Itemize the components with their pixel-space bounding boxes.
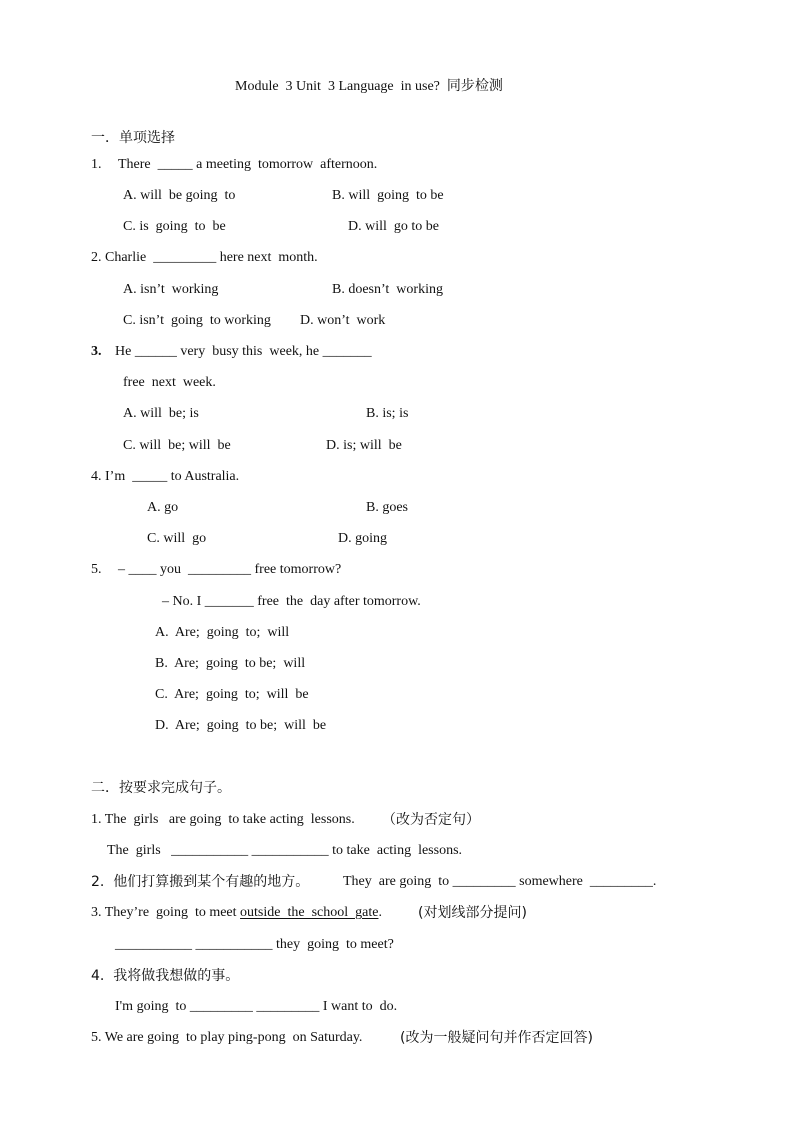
- q4-stem: 4. I’m _____ to Australia.: [91, 469, 240, 484]
- q5-option-c: C. Are; going to; will be: [155, 687, 309, 702]
- section-1-heading: 一．单项选择: [91, 130, 175, 146]
- q5-option-b: B. Are; going to be; will: [155, 656, 306, 671]
- s3-text-before: 3. They’re going to meet: [91, 905, 241, 920]
- q3-stem: He ______ very busy this week, he _______: [115, 344, 372, 359]
- q5-option-d: D. Are; going to be; will be: [155, 718, 327, 733]
- q5-option-a: A. Are; going to; will: [155, 625, 290, 640]
- q4-option-b: B. goes: [366, 500, 408, 515]
- s4-sentence: 4. 我将做我想做的事。: [91, 968, 240, 984]
- s1-answer: The girls ___________ ___________ to take acting lessons.: [107, 843, 463, 858]
- q3-option-a: A. will be; is: [123, 406, 199, 421]
- section-2-heading: 二．按要求完成句子。: [91, 780, 231, 796]
- q1-option-c: C. is going to be: [123, 219, 226, 234]
- s3-underlined-phrase: outside the school gate: [240, 905, 379, 920]
- q3-stem-continued: free next week.: [123, 375, 216, 390]
- s2-answer: They are going to _________ somewhere _________.: [343, 874, 657, 889]
- q2-option-c: C. isn’t going to working: [123, 313, 271, 328]
- s5-instruction: (改为一般疑问句并作否定回答): [400, 1030, 593, 1046]
- q5-stem-reply: – No. I _______ free the day after tomorrow.: [162, 594, 421, 609]
- s3-answer: ___________ ___________ they going to meet?: [115, 937, 394, 952]
- s3-sentence: [91, 904, 382, 922]
- q2-stem: 2. Charlie _________ here next month.: [91, 250, 318, 265]
- q2-option-b: B. doesn’t working: [332, 282, 443, 297]
- q3-option-c: C. will be; will be: [123, 438, 231, 453]
- s1-instruction: （改为否定句）: [382, 812, 480, 828]
- q3-option-b: B. is; is: [366, 406, 409, 421]
- s3-text-after: .: [378, 905, 382, 920]
- q4-option-c: C. will go: [147, 531, 207, 546]
- q3-option-d: D. is; will be: [326, 438, 402, 453]
- q4-option-d: D. going: [338, 531, 387, 546]
- s5-sentence: 5. We are going to play ping-pong on Saturday.: [91, 1030, 363, 1045]
- s1-sentence: 1. The girls are going to take acting lessons.: [91, 812, 355, 827]
- q2-option-a: A. isn’t working: [123, 282, 219, 297]
- q4-option-a: A. go: [147, 500, 179, 515]
- q1-option-a: A. will be going to: [123, 188, 236, 203]
- q5-stem: – ____ you _________ free tomorrow?: [118, 562, 342, 577]
- s4-answer: I'm going to _________ _________ I want to do.: [115, 999, 398, 1014]
- q1-number: 1.: [91, 157, 102, 172]
- page-title: Module 3 Unit 3 Language in use? 同步检测: [235, 79, 503, 94]
- q1-option-d: D. will go to be: [348, 219, 439, 234]
- q1-option-b: B. will going to be: [332, 188, 444, 203]
- q5-number: 5.: [91, 562, 102, 577]
- s3-instruction: (对划线部分提问): [418, 905, 527, 921]
- q2-option-d: D. won’t work: [300, 313, 386, 328]
- s2-sentence: 2. 他们打算搬到某个有趣的地方。: [91, 874, 310, 890]
- q1-stem: There _____ a meeting tomorrow afternoon.: [118, 157, 378, 172]
- q3-number: 3.: [91, 344, 102, 359]
